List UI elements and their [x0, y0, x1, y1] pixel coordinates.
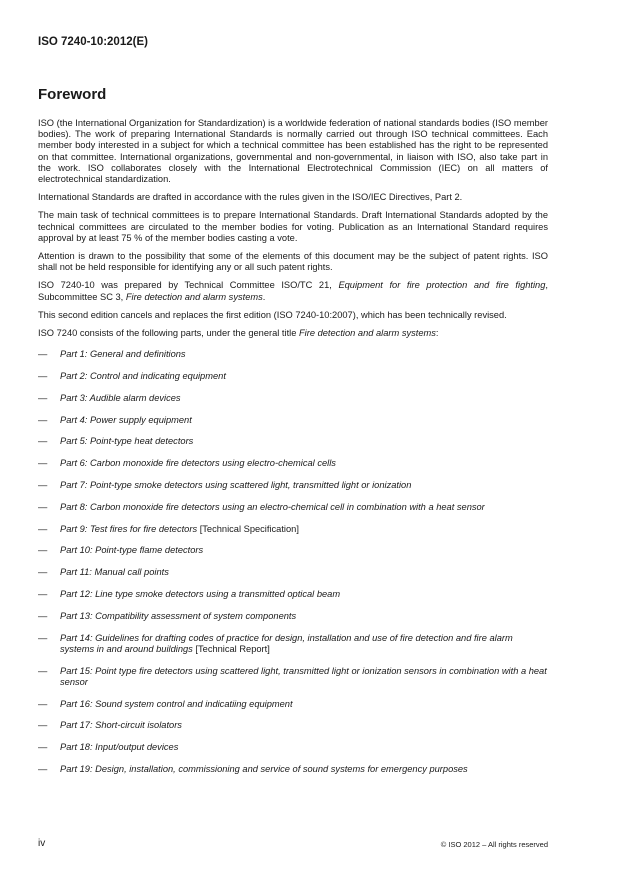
dash: — [38, 665, 48, 676]
part-title: Part 12: Line type smoke detectors using a transmitted optical beam [60, 589, 341, 600]
list-item [38, 502, 548, 513]
list-item [38, 436, 548, 447]
paragraph-text: . [262, 291, 266, 302]
list-item [38, 699, 548, 710]
dash: — [38, 545, 48, 556]
part-title: Part 17: Short-circuit isolators [60, 720, 182, 731]
dash: — [38, 632, 48, 643]
dash: — [38, 392, 48, 403]
part-title: Part 11: Manual call points [60, 567, 169, 578]
dash: — [38, 698, 48, 709]
dash: — [38, 480, 48, 491]
part-title: Part 13: Compatibility assessment of system components [60, 610, 297, 621]
subcommittee-title: Fire detection and alarm systems [125, 291, 263, 302]
list-item [38, 720, 548, 731]
list-item [38, 589, 548, 600]
dash: — [38, 589, 48, 600]
paragraph [38, 280, 548, 302]
paragraph: International Standards are drafted in accordance with the rules given in the ISO/IEC Directives, Part 2. [38, 192, 463, 203]
document-id: ISO 7240-10:2012(E) [38, 36, 148, 48]
part-title: Part 7: Point-type smoke detectors using scattered light, transmitted light or ionization [60, 480, 412, 491]
part-title: Part 6: Carbon monoxide fire detectors using electro-chemical cells [60, 458, 336, 469]
dash: — [38, 720, 48, 731]
list-item [38, 742, 548, 753]
list-item [38, 567, 548, 578]
dash: — [38, 501, 48, 512]
committee-title: Equipment for fire protection and fire fighting [338, 280, 546, 291]
list-item [38, 458, 548, 469]
dash: — [38, 371, 48, 382]
paragraph-text: ISO 7240-10 was prepared by Technical Committee ISO/TC 21, [38, 280, 339, 291]
paragraph [38, 328, 548, 339]
list-item [38, 611, 548, 622]
part-note: [Technical Specification] [197, 523, 299, 534]
list-item [38, 480, 548, 491]
part-title: Part 1: General and definitions [60, 349, 186, 360]
paragraph: This second edition cancels and replaces the first edition (ISO 7240-10:2007), which has been technically revised. [38, 309, 507, 320]
list-item [38, 349, 548, 360]
dash: — [38, 567, 48, 578]
paragraph: Attention is drawn to the possibility that some of the elements of this document may be the subject of patent rights. ISO shall not be held responsible for identifying any or all such patent rights. [38, 251, 548, 273]
paragraph: The main task of technical committees is to prepare International Standards. Draft International Standards adopted by the technical committees are circulated to the member bodies for voting. Publication as an International Standard requires approval by at least 75 % of the member bodies casting a vote. [38, 210, 548, 243]
part-title: Part 3: Audible alarm devices [60, 392, 181, 403]
foreword-body [38, 118, 548, 786]
dash: — [38, 436, 48, 447]
list-item [38, 393, 548, 404]
dash: — [38, 742, 48, 753]
part-title: Part 19: Design, installation, commissioning and service of sound systems for emergency purposes [60, 764, 468, 774]
dash: — [38, 349, 48, 360]
paragraph-text: ISO 7240 consists of the following parts, under the general title [38, 328, 299, 339]
dash: — [38, 764, 48, 774]
part-title: Part 5: Point-type heat detectors [60, 436, 194, 447]
part-title: Part 16: Sound system control and indicatiing equipment [60, 698, 293, 709]
parts-list [38, 349, 548, 775]
dash: — [38, 610, 48, 621]
part-title: Part 2: Control and indicating equipment [60, 371, 226, 382]
dash: — [38, 458, 48, 469]
part-title: Part 15: Point type fire detectors using scattered light, transmitted light or ionization sensors in combination with a heat sensor [60, 665, 547, 687]
part-title: Part 18: Input/output devices [60, 742, 179, 753]
paragraph-text: , Subcommittee SC 3, [38, 280, 548, 302]
general-title: Fire detection and alarm systems [298, 328, 436, 339]
part-title: Part 4: Power supply equipment [60, 414, 192, 425]
part-note: [Technical Report] [192, 643, 270, 654]
part-title: Part 8: Carbon monoxide fire detectors using an electro-chemical cell in combination with a heat sensor [60, 501, 485, 512]
list-item [38, 524, 548, 535]
part-title: Part 9: Test fires for fire detectors [60, 523, 198, 534]
dash: — [38, 414, 48, 425]
list-item [38, 666, 548, 688]
list-item [38, 371, 548, 382]
list-item [38, 764, 548, 775]
paragraph-text: : [435, 328, 439, 339]
list-item [38, 415, 548, 426]
copyright-notice: © ISO 2012 – All rights reserved [440, 840, 548, 849]
dash: — [38, 523, 48, 534]
list-item [38, 545, 548, 556]
page-number: iv [38, 838, 46, 849]
paragraph: ISO (the International Organization for Standardization) is a worldwide federation of national standards bodies (ISO member bodies). The work of preparing International Standards is normally carried out through ISO technical committees. Each member body interested in a subject for which a technical committee has been established has the right to be represented on that committee. International organizations, governmental and non-governmental, in liaison with ISO, also take part in the work. ISO collaborates closely with the International Electrotechnical Commission (IEC) on all matters of electrotechnical standardization. [38, 118, 548, 185]
part-title: Part 14: Guidelines for drafting codes of practice for design, installation and use of fire detection and fire alarm systems in and around buildings [60, 632, 513, 654]
list-item [38, 633, 548, 655]
section-title: Foreword [38, 86, 107, 103]
part-title: Part 10: Point-type flame detectors [60, 545, 204, 556]
